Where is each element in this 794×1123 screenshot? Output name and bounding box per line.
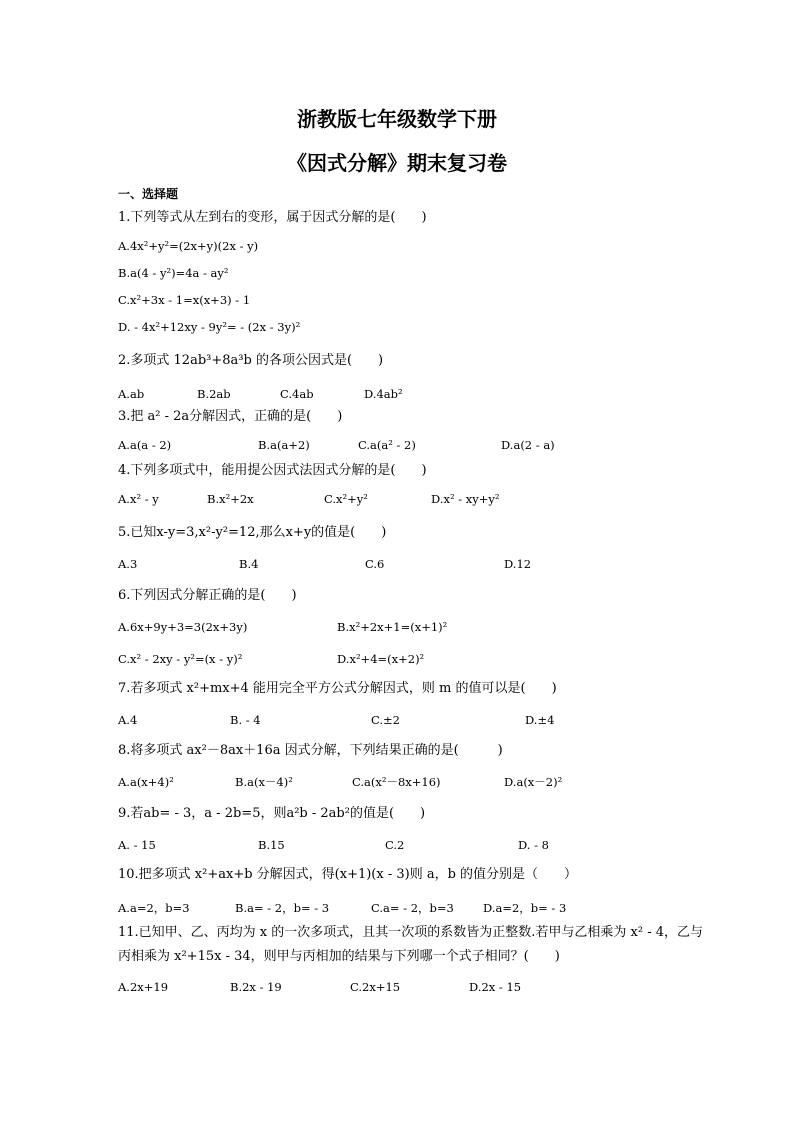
question-3-stem: 3.把 a² - 2a分解因式，正确的是( ) [118, 409, 343, 424]
question-9-option-d: D. - 8 [518, 838, 549, 852]
question-1-option-b: B.a(4 - y²)=4a - ay² [118, 266, 229, 280]
question-2-option-c: C.4ab [280, 387, 314, 401]
question-5-stem: 5.已知x-y=3,x²-y²=12,那么x+y的值是( ) [118, 525, 387, 540]
question-4-options [118, 491, 708, 507]
document-subtitle: 《因式分解》期末复习卷 [287, 151, 507, 175]
question-9-option-a: A. - 15 [118, 838, 156, 852]
question-3-option-a: A.a(a - 2) [118, 438, 172, 452]
question-10-option-c: C.a= - 2，b=3 [371, 901, 454, 915]
question-9-options [118, 837, 708, 853]
question-5-option-d: D.12 [504, 557, 532, 571]
question-10-options [118, 900, 708, 916]
question-8-option-a: A.a(x+4)² [118, 775, 174, 789]
question-7-stem: 7.若多项式 x²+mx+4 能用完全平方公式分解因式，则 m 的值可以是( ) [118, 681, 557, 696]
question-6-option-c: C.x² - 2xy - y²=(x - y)² [118, 652, 243, 666]
question-7-option-a: A.4 [118, 713, 138, 727]
section-heading: 一、选择题 [118, 187, 179, 201]
question-5-option-b: B.4 [239, 557, 259, 571]
question-4-stem: 4.下列多项式中，能用提公因式法因式分解的是( ) [118, 463, 427, 478]
question-6-option-d: D.x²+4=(x+2)² [337, 652, 425, 666]
document-title: 浙教版七年级数学下册 [297, 107, 497, 131]
question-3-option-d: D.a(2 - a) [501, 438, 555, 452]
question-6-option-a: A.6x+9y+3=3(2x+3y) [118, 620, 248, 634]
question-8-option-d: D.a(x－2)² [504, 775, 563, 789]
question-5-option-a: A.3 [118, 557, 138, 571]
question-1-option-a: A.4x²+y²=(2x+y)(2x - y) [118, 239, 259, 253]
question-3-option-b: B.a(a+2) [258, 438, 310, 452]
question-7-options [118, 712, 708, 728]
question-9-stem: 9.若ab= - 3，a - 2b=5，则a²b - 2ab²的值是( ) [118, 806, 426, 821]
question-8-stem: 8.将多项式 ax²－8ax＋16a 因式分解，下列结果正确的是( ) [118, 743, 503, 758]
question-2-options [118, 386, 708, 402]
question-2-option-d: D.4ab² [364, 387, 403, 401]
question-3-option-c: C.a(a² - 2) [358, 438, 416, 452]
question-1-option-d: D. - 4x²+12xy - 9y²= - (2x - 3y)² [118, 320, 301, 334]
question-10-option-b: B.a= - 2，b= - 3 [235, 901, 330, 915]
question-7-option-c: C.±2 [371, 713, 400, 727]
question-10-option-a: A.a=2，b=3 [118, 901, 190, 915]
question-3-options [118, 437, 708, 453]
question-11-option-a: A.2x+19 [118, 980, 169, 994]
question-5-option-c: C.6 [365, 557, 385, 571]
question-7-option-d: D.±4 [525, 713, 555, 727]
question-2-stem: 2.多项式 12ab³+8a³b 的各项公因式是( ) [118, 353, 384, 368]
question-1-option-c: C.x²+3x - 1=x(x+3) - 1 [118, 293, 251, 307]
question-2-option-a: A.ab [118, 387, 145, 401]
question-8-option-b: B.a(x－4)² [235, 775, 293, 789]
question-8-option-c: C.a(x²－8x+16) [352, 775, 441, 789]
question-6-options-row1 [118, 619, 708, 635]
question-6-options-row2 [118, 651, 708, 667]
question-11-option-d: D.2x - 15 [469, 980, 522, 994]
question-10-option-d: D.a=2，b= - 3 [483, 901, 567, 915]
question-4-option-b: B.x²+2x [207, 492, 254, 506]
question-6-stem: 6.下列因式分解正确的是( ) [118, 588, 297, 603]
question-5-options [118, 556, 708, 572]
question-7-option-b: B. - 4 [230, 713, 261, 727]
question-4-option-d: D.x² - xy+y² [431, 492, 500, 506]
question-10-stem: 10.把多项式 x²+ax+b 分解因式，得(x+1)(x - 3)则 a，b 的值分别是（ ） [118, 867, 578, 882]
question-9-option-b: B.15 [258, 838, 285, 852]
question-8-options [118, 774, 708, 790]
question-11-stem: 11.已知甲、乙、丙均为 x 的一次多项式，且其一次项的系数皆为正整数.若甲与乙相乘为 x² - 4，乙与丙相乘为 x²+15x - 34，则甲与丙相加的结果与下列哪一个式子相同？( ) [118, 925, 704, 964]
question-4-option-a: A.x² - y [118, 492, 159, 506]
question-11-option-c: C.2x+15 [350, 980, 401, 994]
question-9-option-c: C.2 [385, 838, 405, 852]
question-6-option-b: B.x²+2x+1=(x+1)² [337, 620, 448, 634]
question-11-option-b: B.2x - 19 [230, 980, 282, 994]
question-1-stem: 1.下列等式从左到右的变形，属于因式分解的是( ) [118, 210, 427, 225]
question-2-option-b: B.2ab [197, 387, 231, 401]
question-4-option-c: C.x²+y² [324, 492, 368, 506]
question-11-options [118, 979, 708, 995]
